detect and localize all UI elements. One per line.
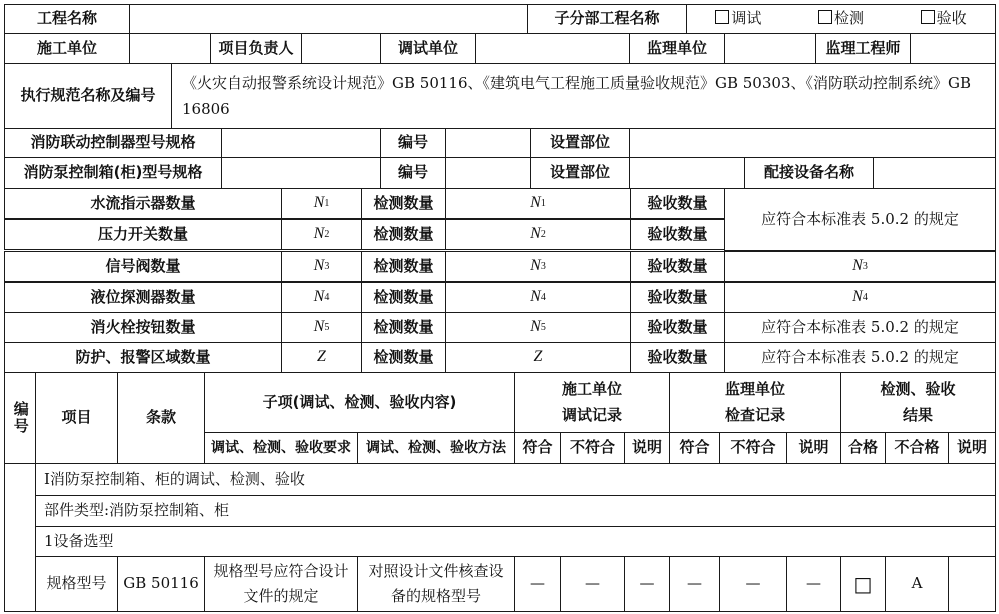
qty-detect-value: N 1 — [445, 188, 631, 219]
standards-text: 《火灾自动报警系统设计规范》GB 50116、《建筑电气工程施工质量验收规范》GB 50303、《消防联动控制系统》GB 16806 — [171, 63, 996, 129]
qty-accept-label: 验收数量 — [630, 251, 725, 282]
standards-label: 执行规范名称及编号 — [4, 63, 172, 129]
col-sub-header: 子项(调试、检测、验收内容) — [204, 372, 515, 433]
qty-accept-label: 验收数量 — [630, 219, 725, 250]
project-lead-label: 项目负责人 — [210, 33, 302, 64]
section-title: Ⅰ消防泵控制箱、柜的调试、检测、验收 — [35, 463, 996, 496]
qty-accept-label: 验收数量 — [630, 188, 725, 219]
qty-accept-value: N 4 — [724, 282, 996, 313]
fail-result[interactable]: A — [885, 556, 949, 612]
grp-supervision-line2: 检查记录 — [724, 405, 785, 424]
subproject-label: 子分部工程名称 — [527, 4, 687, 34]
part-type: 部件类型:消防泵控制箱、柜 — [35, 495, 996, 527]
sub-item-title: 1设备选型 — [35, 526, 996, 557]
option-debug[interactable]: 调试 — [715, 9, 761, 29]
qty-detect-value: N 2 — [445, 219, 631, 250]
col-req-header: 调试、检测、验收要求 — [204, 432, 358, 464]
grp-result-line2: 结果 — [902, 405, 933, 424]
subproject-options — [686, 4, 996, 34]
debug-unit-value[interactable] — [475, 33, 630, 64]
dash-nonconform-2[interactable]: — — [719, 556, 787, 612]
qty-name: 压力开关数量 — [4, 219, 282, 250]
row-method: 对照设计文件核查设备的规格型号 — [357, 556, 515, 612]
qty-detect-label: 检测数量 — [361, 251, 446, 282]
controller-model-value[interactable] — [221, 128, 381, 158]
col-no-header: 编号 — [4, 372, 36, 464]
row-clause: GB 50116 — [117, 556, 205, 612]
sub-nonconform-header: 不符合 — [560, 432, 625, 464]
grp-construction-line1: 施工单位 — [561, 380, 622, 398]
grp-supervision-header — [669, 372, 841, 433]
pump-number-value[interactable] — [445, 157, 531, 189]
result-note[interactable] — [948, 556, 996, 612]
sub-fail-header: 不合格 — [885, 432, 949, 464]
supervision-engineer-label: 监理工程师 — [815, 33, 911, 64]
qty-detect-label: 检测数量 — [361, 282, 446, 313]
controller-number-value[interactable] — [445, 128, 531, 158]
controller-location-value[interactable] — [629, 128, 996, 158]
sub-nonconform-header-2: 不符合 — [719, 432, 787, 464]
construction-unit-value[interactable] — [129, 33, 211, 64]
pump-box-value[interactable] — [221, 157, 381, 189]
controller-model-label: 消防联动控制器型号规格 — [4, 128, 222, 158]
checkbox-icon[interactable] — [715, 10, 729, 24]
qty-detect-value: Z — [445, 342, 631, 373]
qty-count: N 1 — [281, 188, 362, 219]
sub-note-header-3: 说明 — [948, 432, 996, 464]
controller-number-label: 编号 — [380, 128, 446, 158]
qty-name: 液位探测器数量 — [4, 282, 282, 313]
row-item: 规格型号 — [35, 556, 118, 612]
qty-accept-label: 验收数量 — [630, 342, 725, 373]
qty-name: 消火栓按钮数量 — [4, 312, 282, 343]
grp-construction-header — [514, 372, 670, 433]
qty-accept-value: 应符合本标准表 5.0.2 的规定 — [724, 342, 996, 373]
option-inspect[interactable]: 检测 — [818, 9, 864, 29]
dash-nonconform[interactable]: — — [560, 556, 625, 612]
qty-detect-value: N 5 — [445, 312, 631, 343]
connected-device-label: 配接设备名称 — [744, 157, 874, 189]
qty-accept-label: 验收数量 — [630, 312, 725, 343]
dash-note[interactable]: — — [624, 556, 670, 612]
pump-box-label: 消防泵控制箱(柜)型号规格 — [4, 157, 222, 189]
grp-result-line1: 检测、验收 — [880, 380, 956, 398]
col-method-header: 调试、检测、验收方法 — [357, 432, 515, 464]
qty-detect-label: 检测数量 — [361, 342, 446, 373]
qty-count: N 2 — [281, 219, 362, 250]
sub-pass-header: 合格 — [840, 432, 886, 464]
qty-count: N 5 — [281, 312, 362, 343]
project-lead-value[interactable] — [301, 33, 381, 64]
col-clause-header: 条款 — [117, 372, 205, 464]
qty-detect-label: 检测数量 — [361, 188, 446, 219]
construction-unit-label: 施工单位 — [4, 33, 130, 64]
checkbox-icon[interactable] — [921, 10, 935, 24]
qty-detect-label: 检测数量 — [361, 219, 446, 250]
qty-accept-merged: 应符合本标准表 5.0.2 的规定 — [724, 188, 996, 251]
qty-count: N 4 — [281, 282, 362, 313]
dash-conform-2[interactable]: — — [669, 556, 720, 612]
qty-count: Z — [281, 342, 362, 373]
supervision-unit-label: 监理单位 — [629, 33, 725, 64]
row-requirement: 规格型号应符合设计文件的规定 — [204, 556, 358, 612]
connected-device-value[interactable] — [873, 157, 996, 189]
supervision-engineer-value[interactable] — [910, 33, 996, 64]
debug-unit-label: 调试单位 — [380, 33, 476, 64]
pump-location-label: 设置部位 — [530, 157, 630, 189]
qty-name: 信号阀数量 — [4, 251, 282, 282]
qty-detect-value: N 3 — [445, 251, 631, 282]
pump-location-value[interactable] — [629, 157, 745, 189]
qty-detect-label: 检测数量 — [361, 312, 446, 343]
checkbox-icon[interactable] — [818, 10, 832, 24]
grp-result-header — [840, 372, 996, 433]
grp-supervision-line1: 监理单位 — [724, 380, 785, 398]
qty-accept-value: 应符合本标准表 5.0.2 的规定 — [724, 312, 996, 343]
qty-name: 水流指示器数量 — [4, 188, 282, 219]
project-name-value[interactable] — [129, 4, 528, 34]
supervision-unit-value[interactable] — [724, 33, 816, 64]
qty-detect-value: N 4 — [445, 282, 631, 313]
sub-conform-header: 符合 — [514, 432, 561, 464]
qty-accept-label: 验收数量 — [630, 282, 725, 313]
pass-checkbox-icon[interactable]: □ — [840, 556, 886, 612]
qty-count: N 3 — [281, 251, 362, 282]
qty-name: 防护、报警区域数量 — [4, 342, 282, 373]
dash-note-2[interactable]: — — [786, 556, 841, 612]
controller-location-label: 设置部位 — [530, 128, 630, 158]
project-name-label: 工程名称 — [4, 4, 130, 34]
row-number-cell — [4, 463, 36, 612]
qty-accept-value: N 3 — [724, 251, 996, 282]
sub-note-header: 说明 — [624, 432, 670, 464]
dash-conform[interactable]: — — [514, 556, 561, 612]
sub-note-header-2: 说明 — [786, 432, 841, 464]
pump-number-label: 编号 — [380, 157, 446, 189]
col-item-header: 项目 — [35, 372, 118, 464]
sub-conform-header-2: 符合 — [669, 432, 720, 464]
option-accept[interactable]: 验收 — [921, 9, 967, 29]
grp-construction-line2: 调试记录 — [561, 405, 622, 424]
